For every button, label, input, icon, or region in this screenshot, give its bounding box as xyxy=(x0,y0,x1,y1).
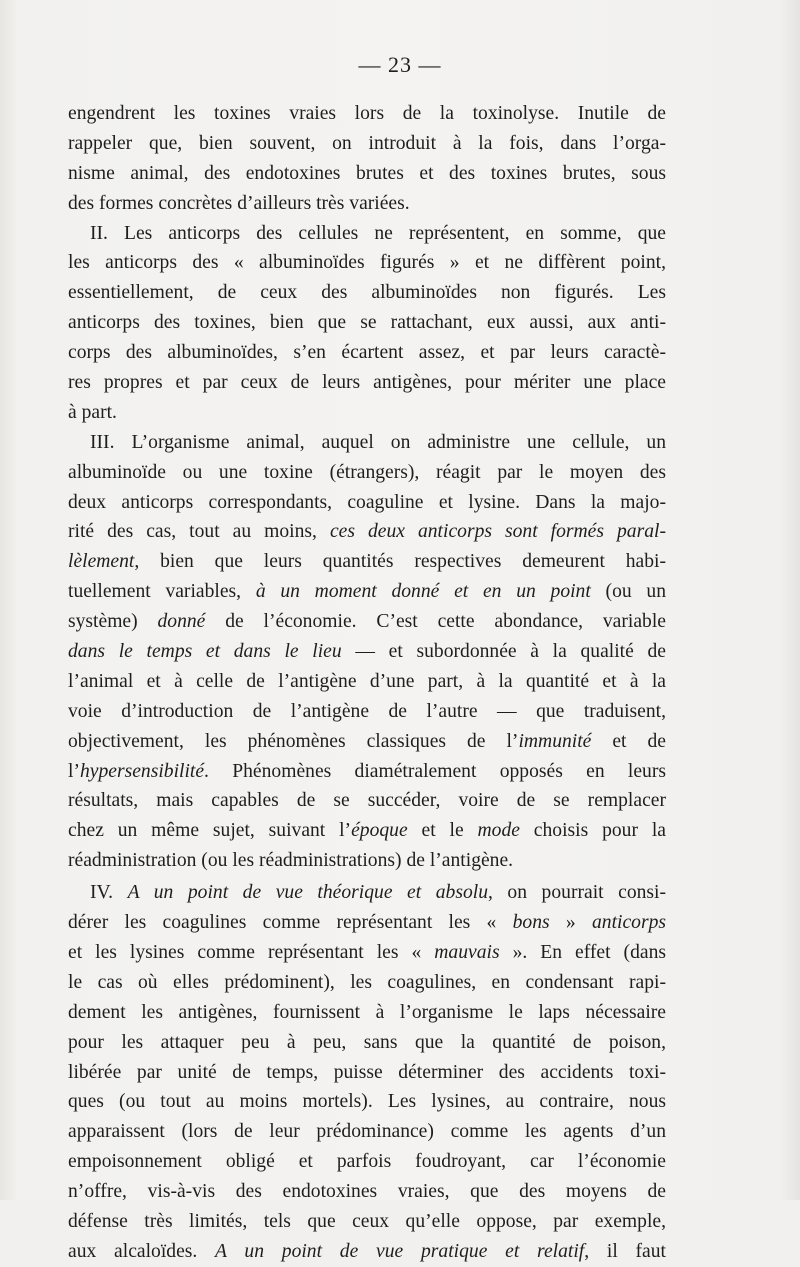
text-segment: III. L’organisme animal, auquel on administre une cellule, un xyxy=(90,431,666,453)
text-segment: empoisonnement obligé et parfois foudroyant, car l’économie xyxy=(68,1151,666,1173)
text-line xyxy=(68,219,666,249)
text-line xyxy=(68,786,666,816)
italic-text: hypersensibilité xyxy=(79,760,205,782)
italic-text: lèlement xyxy=(68,551,135,573)
text-segment: dérer les coagulines comme représentant les « xyxy=(68,912,513,934)
text-line xyxy=(68,1237,666,1267)
text-segment: deux anticorps correspondants, coaguline et lysine. Dans la majo- xyxy=(68,491,666,513)
text-segment: , bien que leurs quantités respectives demeurent habi- xyxy=(134,551,666,573)
text-segment: tuellement variables, xyxy=(68,581,256,603)
text-segment: anticorps des toxines, bien que se rattachant, eux aussi, aux anti- xyxy=(68,312,666,334)
text-segment: système) xyxy=(68,611,158,633)
text-line xyxy=(68,398,666,428)
text-segment: chez un même sujet, suivant l’ xyxy=(68,820,352,842)
text-line xyxy=(68,938,666,968)
italic-text: époque xyxy=(351,820,408,842)
text-line xyxy=(68,727,666,757)
text-line xyxy=(68,968,666,998)
text-line xyxy=(68,1087,666,1117)
text-segment: ». En effet (dans xyxy=(499,941,666,963)
text-segment: réadministration (ou les réadministrations) de l’antigène. xyxy=(68,850,514,872)
italic-text: mode xyxy=(477,820,520,842)
text-segment: résultats, mais capables de se succéder, voire de se remplacer xyxy=(68,790,666,812)
text-segment: corps des albuminoïdes, s’en écartent assez, et par leurs caractè- xyxy=(68,342,666,364)
text-segment: objectivement, les phénomènes classiques de l’ xyxy=(68,730,519,752)
text-segment: ques (ou tout au moins mortels). Les lysines, au contraire, nous xyxy=(68,1091,666,1113)
text-segment: défense très limités, tels que ceux qu’elle oppose, par exemple, xyxy=(68,1210,666,1232)
text-line xyxy=(68,607,666,637)
text-segment: et de xyxy=(591,730,666,752)
text-segment: rappeler que, bien souvent, on introduit à la fois, dans l’orga- xyxy=(68,132,666,154)
text-segment: II. Les anticorps des cellules ne représentent, en somme, que xyxy=(90,222,666,244)
text-segment: et les lysines comme représentant les « xyxy=(68,941,435,963)
italic-text: immunité xyxy=(518,730,592,752)
text-segment: albuminoïde ou une toxine (étrangers), réagit par le moyen des xyxy=(68,461,666,483)
text-line xyxy=(68,1147,666,1177)
text-line xyxy=(68,159,666,189)
text-segment: libérée par unité de temps, puisse déterminer des accidents toxi- xyxy=(68,1061,666,1083)
italic-text: anticorps xyxy=(591,912,667,934)
text-line xyxy=(68,998,666,1028)
text-segment: des formes concrètes d’ailleurs très variées. xyxy=(68,192,410,214)
text-segment: voie d’introduction de l’antigène de l’autre — que traduisent, xyxy=(68,700,666,722)
italic-text: A un point de vue pratique et relatif xyxy=(215,1240,585,1262)
text-segment: , on pourrait consi- xyxy=(488,882,667,904)
text-segment: . Phénomènes diamétralement opposés en leurs xyxy=(204,760,666,782)
text-segment: engendrent les toxines vraies lors de la toxinolyse. Inutile de xyxy=(68,103,666,124)
text-segment: choisis pour la xyxy=(519,820,666,842)
text-line xyxy=(68,428,666,458)
italic-text: ces deux anticorps sont formés paral- xyxy=(329,521,666,543)
text-segment: et le xyxy=(407,820,478,842)
italic-text: donné xyxy=(157,611,206,633)
text-line xyxy=(68,517,666,547)
text-segment: rité des cas, tout au moins, xyxy=(68,521,330,543)
text-line xyxy=(68,1058,666,1088)
text-line xyxy=(68,278,666,308)
italic-text: dans le temps et dans le lieu xyxy=(68,641,342,663)
text-segment: l’animal et à celle de l’antigène d’une part, à la quantité et à la xyxy=(68,670,666,692)
italic-text: bons xyxy=(512,912,550,934)
text-line xyxy=(68,129,666,159)
text-line xyxy=(68,189,666,219)
text-segment: IV. xyxy=(90,882,128,904)
text-segment: dement les antigènes, fournissent à l’organisme le laps nécessaire xyxy=(68,1001,666,1023)
text-segment: nisme animal, des endotoxines brutes et des toxines brutes, sous xyxy=(68,162,666,184)
text-line xyxy=(68,338,666,368)
text-segment: pour les attaquer peu à peu, sans que la quantité de poison, xyxy=(68,1031,666,1053)
text-line xyxy=(68,816,666,846)
text-line xyxy=(68,667,666,697)
text-segment: l’ xyxy=(68,760,80,782)
text-segment: apparaissent (lors de leur prédominance) comme les agents d’un xyxy=(68,1121,666,1143)
text-line xyxy=(68,99,666,129)
italic-text: mauvais xyxy=(434,941,500,963)
text-segment: aux alcaloïdes. xyxy=(68,1240,216,1262)
text-line xyxy=(68,577,666,607)
text-line xyxy=(68,878,666,908)
text-line xyxy=(68,547,666,577)
text-line xyxy=(68,908,666,938)
text-segment: , il faut xyxy=(584,1240,666,1262)
italic-text: à un moment donné et en un point xyxy=(255,581,591,603)
text-segment: les anticorps des « albuminoïdes figurés » et ne diffèrent point, xyxy=(68,252,666,274)
italic-text: A un point de vue théorique et absolu xyxy=(127,882,488,904)
text-line xyxy=(68,1207,666,1237)
text-segment: essentiellement, de ceux des albuminoïdes non figurés. Les xyxy=(68,282,666,304)
text-line xyxy=(68,757,666,787)
text-line xyxy=(68,846,666,876)
text-line xyxy=(68,308,666,338)
text-segment: (ou un xyxy=(590,581,667,603)
text-segment: res propres et par ceux de leurs antigènes, pour mériter une place xyxy=(68,372,666,394)
text-line xyxy=(68,368,666,398)
text-line xyxy=(68,458,666,488)
body-text xyxy=(68,99,666,1267)
text-line xyxy=(68,1028,666,1058)
text-line xyxy=(68,637,666,667)
text-segment: — et subordonnée à la qualité de xyxy=(341,641,667,663)
text-line xyxy=(68,1117,666,1147)
text-line xyxy=(68,1177,666,1207)
text-segment: » xyxy=(549,912,592,934)
text-line xyxy=(68,697,666,727)
page-number: — 23 — xyxy=(358,52,442,77)
text-segment: le cas où elles prédominent), les coagulines, en condensant rapi- xyxy=(68,971,666,993)
text-segment: de l’économie. C’est cette abondance, variable xyxy=(205,611,666,633)
text-line xyxy=(68,248,666,278)
text-segment: à part. xyxy=(68,401,117,423)
text-line xyxy=(68,488,666,518)
text-segment: n’offre, vis-à-vis des endotoxines vraies, que des moyens de xyxy=(68,1181,666,1203)
